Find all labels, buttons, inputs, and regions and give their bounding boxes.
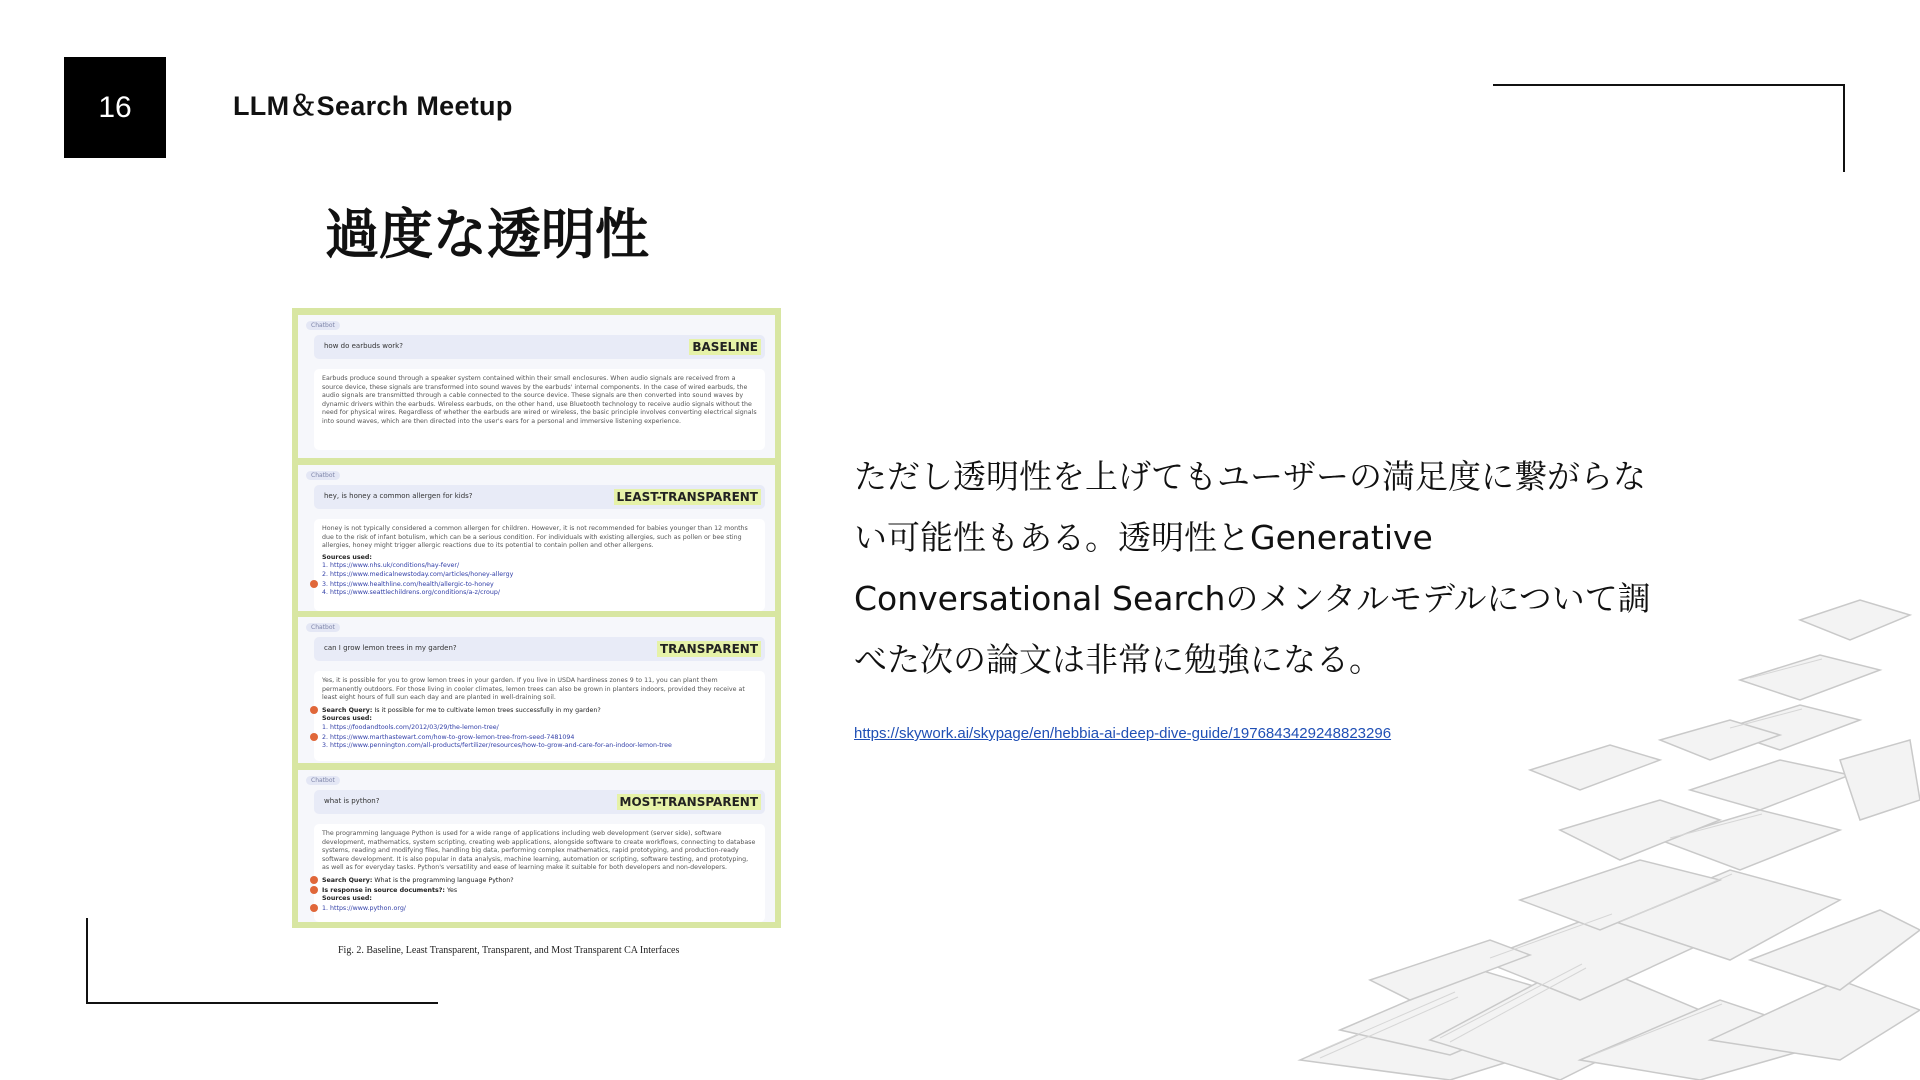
sources-label: Sources used: [322, 553, 372, 561]
marker-icon [310, 904, 318, 912]
marker-icon [310, 876, 318, 884]
condition-label: BASELINE [689, 339, 761, 355]
answer-bubble [314, 519, 765, 611]
panel-baseline [298, 315, 775, 458]
answer-text: Yes, it is possible for you to grow lemon trees in your garden. If you live in USDA hardiness zones 9 to 11, you can plant them permanently outdoors. For those living in cooler climates, lemon trees can also be grown in planters indoors, provided they receive at least eight hours of full sun each day and are planted in well-draining soil. [322, 677, 745, 702]
answer-bubble [314, 671, 765, 761]
body-text: ただし透明性を上げてもユーザーの満足度に繋がらない可能性もある。透明性とGenerative Conversational Searchのメンタルモデルについて調べた次の論文は非常に勉強になる。 [854, 457, 1651, 679]
search-query-line: Search Query: What is the programming language Python? [322, 876, 757, 886]
panel-transparent [298, 617, 775, 763]
corner-line-bottom-left-horizontal [86, 1002, 438, 1004]
marker-icon [310, 706, 318, 714]
source-item: 2. https://www.medicalnewstoday.com/articles/honey-allergy [322, 570, 514, 578]
book-pile-illustration-icon [1280, 560, 1920, 1080]
source-item: 1. https://foodandtools.com/2012/03/29/the-lemon-tree/ [322, 723, 499, 731]
corner-line-top-right-vertical [1843, 84, 1845, 172]
source-item: 1. https://www.nhs.uk/conditions/hay-fever/ [322, 562, 460, 570]
figure-screenshot [292, 308, 781, 928]
marker-icon [310, 886, 318, 894]
answer-text: Earbuds produce sound through a speaker system contained within their small enclosures. When audio signals are received from a source device, these signals are transformed into sound waves by the earbuds' internal components. In the case of wired earbuds, the audio signals are transmitted through a cable connected to the source device. These signals are then converted into sound waves by dynamic drivers within the earbuds. Wireless earbuds, on the other hand, use Bluetooth technology to receive audio signals without the need for physical wires. Regardless of whether the earbuds are wired or wireless, the basic principle involves converting electrical signals into sound waves, which are then directed into the user's ears for a personal and immersive listening experience. [322, 375, 757, 425]
figure-caption: Fig. 2. Baseline, Least Transparent, Transparent, and Most Transparent CA Interfaces [338, 945, 680, 956]
marker-icon [310, 733, 318, 741]
query-bubble [314, 790, 765, 814]
sources-label: Sources used: [322, 715, 372, 723]
corner-line-top-right-horizontal [1493, 84, 1845, 86]
page-number: 16 [64, 57, 166, 158]
condition-label: TRANSPARENT [657, 641, 761, 657]
answer-text: The programming language Python is used for a wide range of applications including web development (server side), software development, mathematics, system scripting, creating web applications, alongside software to create workflows, connecting to database systems, reading and modifying files, handling big data, performing complex mathematics, rapid prototyping, and production-ready software development. It is also popular in data analysis, machine learning, automation or scripting, software testing, and prototyping, as well as for everyday tasks. Python's versatility and ease of learning make it suitable for both developers and non-developers. [322, 830, 756, 872]
query-bubble [314, 335, 765, 359]
source-item: 4. https://www.seattlechildrens.org/conditions/a-z/croup/ [322, 589, 500, 597]
query-text: hey, is honey a common allergen for kids? [324, 492, 473, 500]
in-docs-line: Is response in source documents?: Yes [322, 886, 757, 896]
sources-label: Sources used: [322, 895, 372, 903]
search-query-line: Search Query: Is it possible for me to cultivate lemon trees successfully in my garden? [322, 706, 757, 716]
panel-least-transparent [298, 465, 775, 611]
source-item: 1. https://www.python.org/ [322, 904, 757, 914]
query-bubble [314, 485, 765, 509]
source-item: 3. https://www.pennington.com/all-products/fertilizer/resources/how-to-grow-and-care-for-an-indoor-lemon-tree [322, 742, 672, 750]
slide-title: 過度な透明性 [325, 203, 649, 266]
query-text: how do earbuds work? [324, 342, 403, 350]
answer-text: Honey is not typically considered a common allergen for children. However, it is not recommended for babies younger than 12 months due to the risk of infant botulism, which can be a serious condition. For individuals with existing allergies, such as pollen or bee sting allergies, honey might trigger allergic reactions due to its potential to contain pollen and other allergens. [322, 525, 748, 550]
answer-bubble [314, 824, 765, 922]
chatbot-tag: Chatbot [306, 321, 340, 330]
reference-link[interactable]: https://skywork.ai/skypage/en/hebbia-ai-deep-dive-guide/1976843429248823296 [854, 725, 1392, 742]
chatbot-tag: Chatbot [306, 776, 340, 785]
marker-icon [310, 580, 318, 588]
query-text: what is python? [324, 797, 380, 805]
event-title: LLM＆Search Meetup [233, 91, 513, 121]
source-item: 3. https://www.healthline.com/health/allergic-to-honey [322, 580, 757, 590]
query-bubble [314, 637, 765, 661]
source-item: 2. https://www.marthastewart.com/how-to-grow-lemon-tree-from-seed-7481094 [322, 733, 757, 743]
panel-most-transparent [298, 770, 775, 922]
query-text: can I grow lemon trees in my garden? [324, 644, 457, 652]
chatbot-tag: Chatbot [306, 471, 340, 480]
answer-bubble [314, 369, 765, 450]
corner-line-bottom-left-vertical [86, 918, 88, 1004]
condition-label: LEAST-TRANSPARENT [614, 489, 761, 505]
condition-label: MOST-TRANSPARENT [617, 794, 761, 810]
chatbot-tag: Chatbot [306, 623, 340, 632]
